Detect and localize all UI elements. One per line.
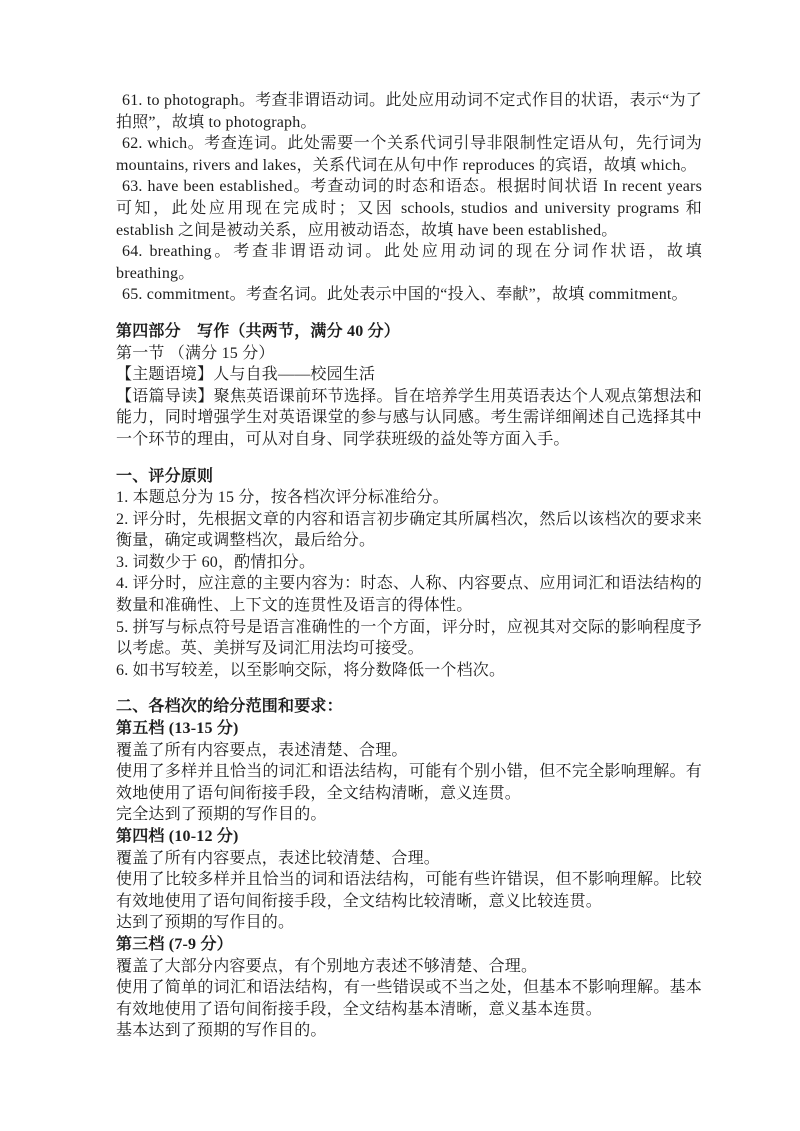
paragraph: 使用了简单的词汇和语法结构，有一些错误或不当之处，但基本不影响理解。基本有效地使用了语句间衔接手段，全文结构基本清晰，意义基本连贯。 (116, 979, 702, 1018)
paragraph: 65. commitment。考查名词。此处表示中国的“投入、奉献”，故填 commitment。 (122, 286, 688, 304)
paragraph: 第四档 (10-12 分) (116, 828, 239, 845)
paragraph: 一、评分原则 (116, 467, 214, 485)
paragraph: 使用了比较多样并且恰当的词和语法结构，可能有些许错误，但不影响理解。比较有效地使用了语句间衔接手段，全文结构比较清晰，意义比较连贯。 (116, 871, 702, 910)
paragraph: 基本达到了预期的写作目的。 (116, 1022, 327, 1040)
paragraph (116, 451, 702, 466)
paragraph: 第一节 （满分 15 分） (116, 344, 275, 362)
paragraph: 覆盖了所有内容要点，表述比较清楚、合理。 (116, 849, 441, 867)
paragraph: 3. 词数少于 60，酌情扣分。 (116, 553, 316, 571)
paragraph: 完全达到了预期的写作目的。 (116, 806, 327, 824)
document-body-text (116, 90, 702, 1042)
paragraph: 第五档 (13-15 分) (116, 720, 239, 738)
paragraph: 使用了多样并且恰当的词汇和语法结构，可能有个别小错，但不完全影响理解。有效地使用了语句间衔接手段，全文结构清晰，意义连贯。 (116, 763, 702, 802)
paragraph: 覆盖了所有内容要点，表述清楚、合理。 (116, 741, 408, 759)
paragraph: 覆盖了大部分内容要点，有个别地方表述不够清楚、合理。 (116, 957, 538, 975)
paragraph: 达到了预期的写作目的。 (116, 914, 295, 932)
paragraph: 5. 拼写与标点符号是语言准确性的一个方面，评分时，应视其对交际的影响程度予以考虑。英、美拼写及词汇用法均可接受。 (116, 618, 702, 658)
paragraph: 【语篇导读】聚焦英语课前环节选择。旨在培养学生用英语表达个人观点第想法和能力，同时增强学生对英语课堂的参与感与认同感。考生需详细阐述自己选择其中一个环节的理由，可从对自身、同学获班级的益处等方面入手。 (116, 387, 702, 448)
paragraph (116, 681, 702, 696)
paragraph: 64. breathing。考查非谓语动词。此处应用动词的现在分词作状语，故填 breathing。 (116, 243, 702, 282)
paragraph: 62. which。考查连词。此处需要一个关系代词引导非限制性定语从句，先行词为 mountains, rivers and lakes，关系代词在从句中作 reproduces 的宾语，故填 which。 (116, 135, 702, 174)
paragraph: 6. 如书写较差，以至影响交际，将分数降低一个档次。 (116, 661, 506, 679)
paragraph: 4. 评分时，应注意的主要内容为：时态、人称、内容要点、应用词汇和语法结构的数量和准确性、上下文的连贯性及语言的得体性。 (116, 575, 702, 615)
paragraph: 1. 本题总分为 15 分，按各档次评分标准给分。 (116, 489, 450, 507)
paragraph: 61. to photograph。考查非谓语动词。此处应用动词不定式作目的状语，表示“为了拍照”，故填 to photograph。 (116, 92, 702, 131)
paragraph: 第三档 (7-9 分） (116, 935, 233, 953)
paragraph: 二、各档次的给分范围和要求： (116, 698, 343, 716)
paragraph: 第四部分 写作（共两节，满分 40 分） (116, 322, 401, 340)
paragraph: 【主题语境】人与自我——校园生活 (116, 366, 376, 384)
paragraph: 63. have been established。考查动词的时态和语态。根据时间状语 In recent years 可知，此处应用现在完成时；又因 schools, studios and university programs 和 establish 之间是被动关系，应用被动语态，故填 have been established。 (116, 178, 702, 239)
paragraph (116, 306, 702, 321)
paragraph: 2. 评分时，先根据文章的内容和语言初步确定其所属档次，然后以该档次的要求来衡量，确定或调整档次，最后给分。 (116, 510, 702, 550)
